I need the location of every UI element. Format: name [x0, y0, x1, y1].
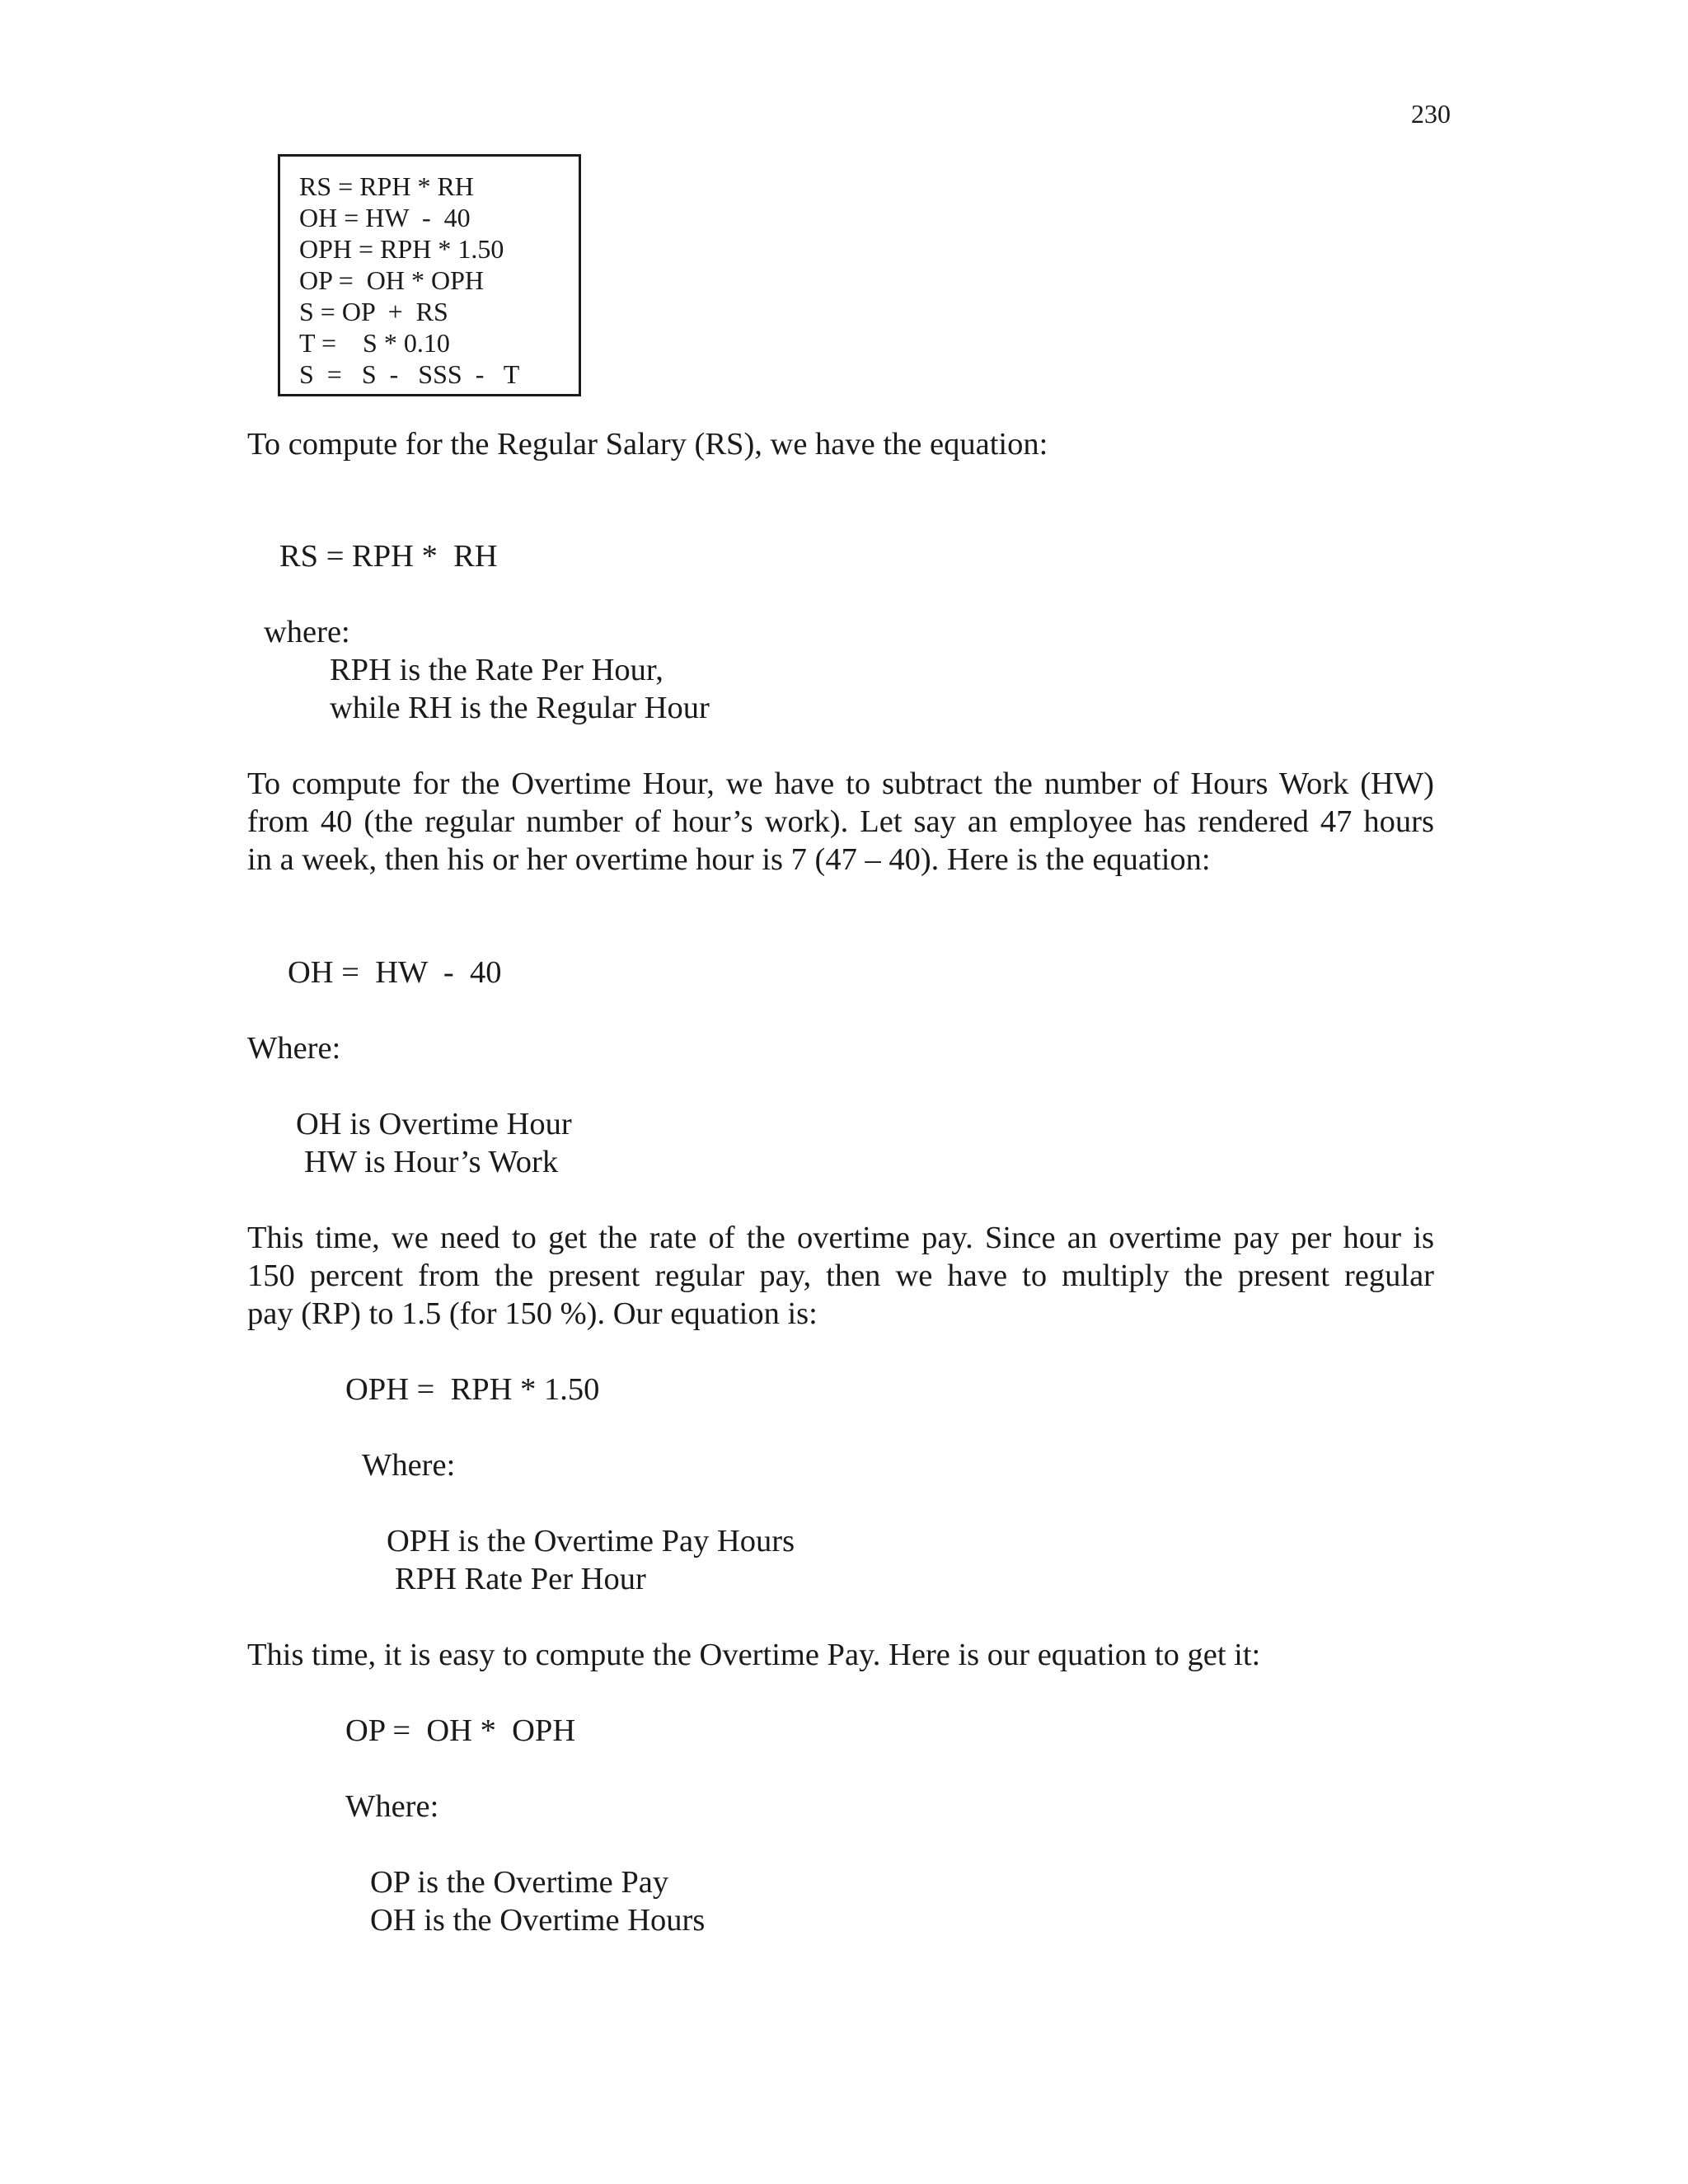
rs-intro: To compute for the Regular Salary (RS), we have the equation:	[247, 427, 1048, 462]
formula-line: T = S * 0.10	[299, 328, 450, 358]
formula-line: OP = OH * OPH	[299, 265, 484, 295]
paragraph-line: This time, we need to get the rate of the overtime pay. Since an overtime pay per hour is	[247, 1221, 1434, 1255]
oh-equation: OH = HW - 40	[288, 955, 502, 990]
formula-line: OPH = RPH * 1.50	[299, 234, 504, 264]
paragraph-line: 150 percent from the present regular pay, then we have to multiply the present regular	[247, 1258, 1434, 1293]
formula-line: RS = RPH * RH	[299, 171, 474, 201]
paragraph-line: in a week, then his or her overtime hour is 7 (47 – 40). Here is the equation:	[247, 842, 1211, 877]
oh-definition: OH is Overtime Hour	[296, 1107, 572, 1141]
op-intro: This time, it is easy to compute the Overtime Pay. Here is our equation to get it:	[247, 1638, 1261, 1672]
oph-equation: OPH = RPH * 1.50	[345, 1372, 600, 1407]
op-equation: OP = OH * OPH	[345, 1713, 576, 1748]
oh-definition: HW is Hour’s Work	[304, 1145, 559, 1179]
formula-line: S = OP + RS	[299, 297, 448, 326]
oph-where-label: Where:	[362, 1448, 456, 1483]
op-definition: OP is the Overtime Pay	[370, 1865, 669, 1900]
rs-equation: RS = RPH * RH	[279, 539, 498, 574]
oph-definition: OPH is the Overtime Pay Hours	[387, 1524, 795, 1558]
formula-summary-box	[278, 154, 581, 396]
oph-definition: RPH Rate Per Hour	[395, 1562, 646, 1596]
formula-line: S = S - SSS - T	[299, 359, 520, 389]
oh-where-label: Where:	[247, 1031, 341, 1066]
op-where-label: Where:	[345, 1789, 439, 1824]
oh-paragraph	[247, 765, 1434, 879]
oph-paragraph	[247, 1219, 1434, 1333]
page-number: 230	[1411, 99, 1451, 129]
paragraph-line: pay (RP) to 1.5 (for 150 %). Our equation is:	[247, 1296, 818, 1331]
paragraph-line: To compute for the Overtime Hour, we have to subtract the number of Hours Work (HW)	[247, 766, 1434, 801]
rs-where-label: where:	[264, 615, 350, 649]
rs-definition: RPH is the Rate Per Hour,	[330, 653, 663, 687]
rs-definition: while RH is the Regular Hour	[330, 691, 710, 725]
paragraph-line: from 40 (the regular number of hour’s work). Let say an employee has rendered 47 hours	[247, 804, 1434, 839]
formula-line: OH = HW - 40	[299, 203, 471, 232]
op-definition: OH is the Overtime Hours	[370, 1903, 706, 1938]
